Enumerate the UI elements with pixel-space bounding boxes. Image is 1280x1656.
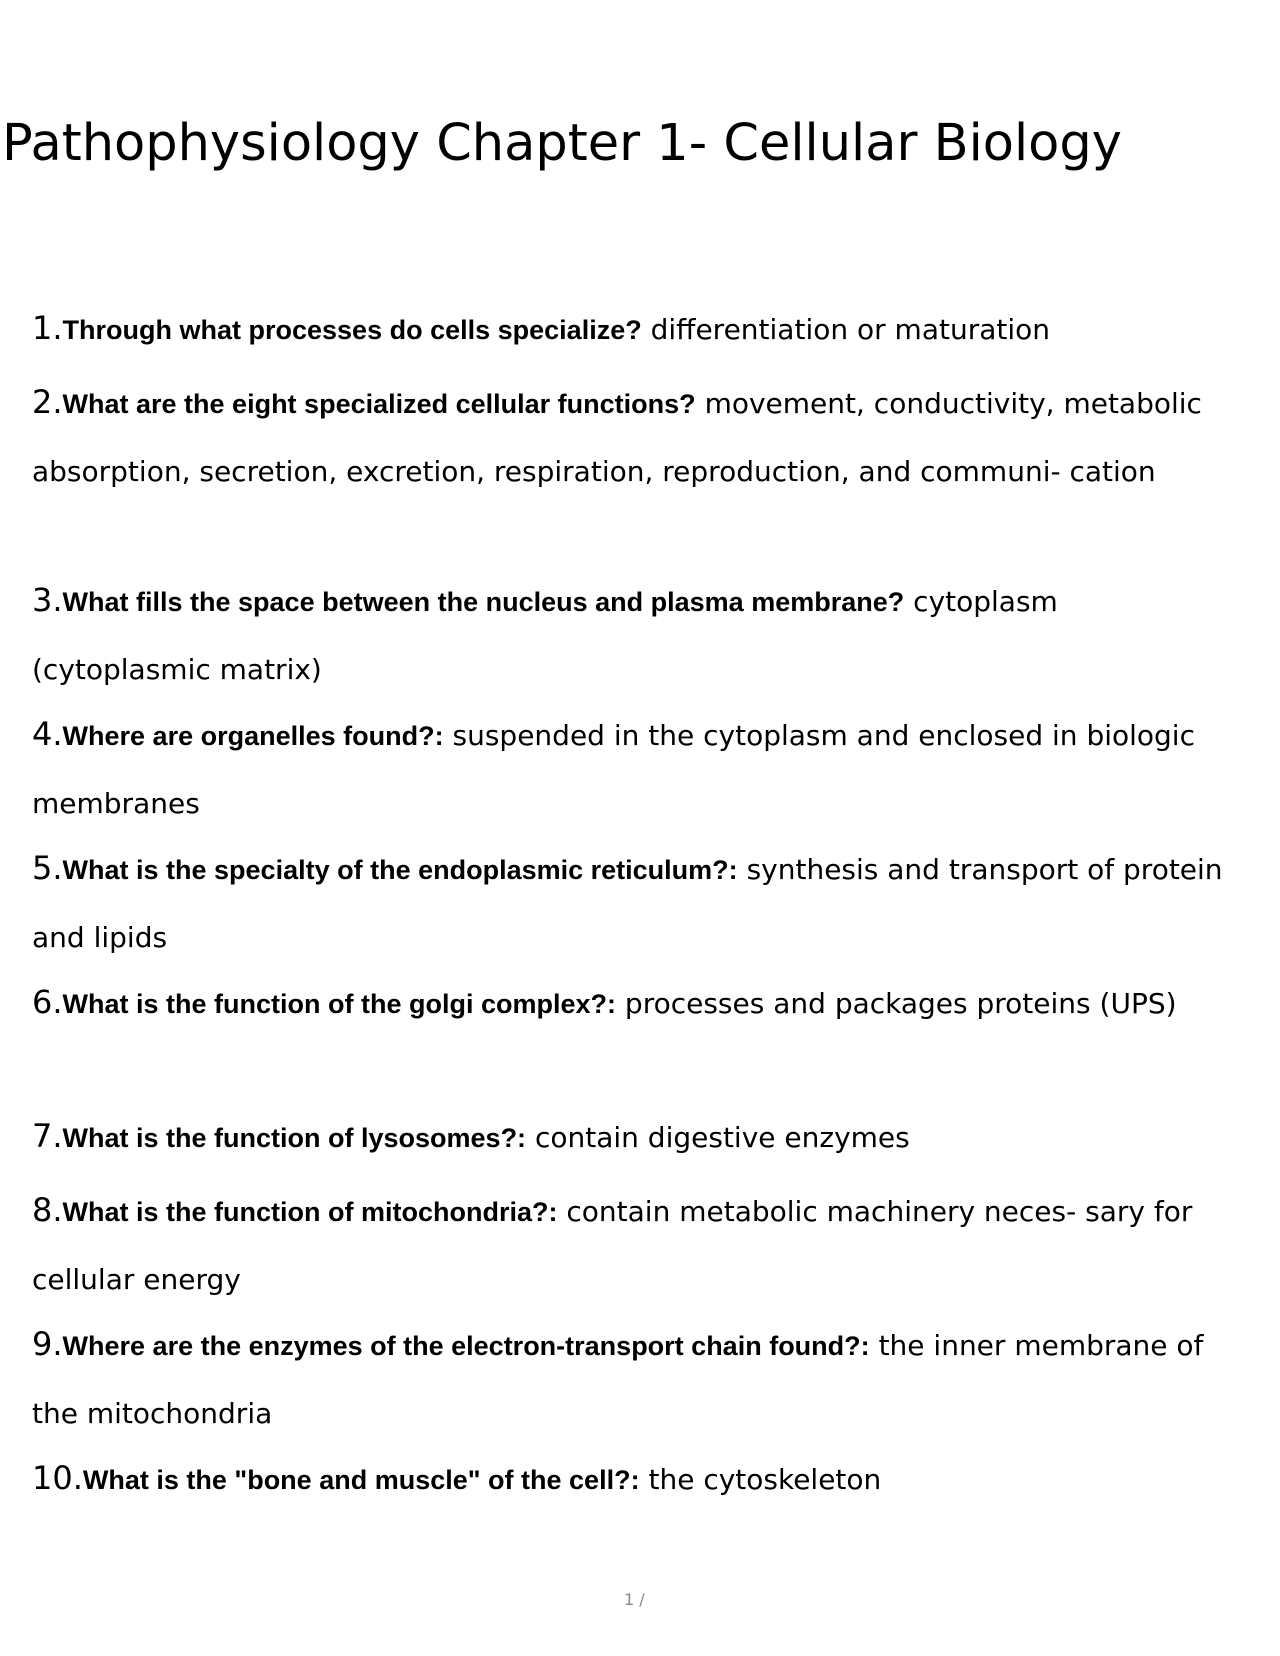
item-answer: the cytoskeleton: [648, 1463, 882, 1496]
list-item: [32, 1444, 1232, 1514]
item-answer: differentiation or maturation: [650, 313, 1051, 346]
item-answer: processes and packages proteins (UPS): [624, 987, 1177, 1020]
list-item: [32, 834, 1232, 972]
item-question: What is the function of lysosomes?:: [62, 1123, 527, 1153]
item-question: What are the eight specialized cellular functions?: [62, 389, 696, 419]
item-answer: the inner membrane of the mitochondria: [32, 1329, 1204, 1430]
item-number: 3.: [32, 581, 63, 619]
item-number: 1.: [32, 309, 63, 347]
item-question: What is the function of mitochondria?:: [62, 1197, 558, 1227]
item-number: 9.: [32, 1325, 63, 1363]
item-question: Where are organelles found?:: [62, 721, 444, 751]
item-number: 10.: [32, 1459, 83, 1497]
item-answer: contain digestive enzymes: [534, 1121, 910, 1154]
item-number: 8.: [32, 1191, 63, 1229]
item-question: Through what processes do cells specialize?: [62, 315, 642, 345]
item-number: 6.: [32, 983, 63, 1021]
list-item: [32, 294, 1232, 364]
item-number: 4.: [32, 715, 63, 753]
item-number: 2.: [32, 383, 63, 421]
item-answer: movement, conductivity, metabolic absorption, secretion, excretion, respiration, reproduction, and communi- cation: [32, 387, 1202, 488]
item-question: What is the specialty of the endoplasmic reticulum?:: [62, 855, 738, 885]
page-title: Pathophysiology Chapter 1- Cellular Biology: [2, 114, 1122, 173]
item-answer: suspended in the cytoplasm and enclosed in biologic membranes: [32, 719, 1195, 820]
item-question: What fills the space between the nucleus and plasma membrane?: [62, 587, 905, 617]
item-answer: cytoplasm (cytoplasmic matrix): [32, 585, 1058, 686]
item-number: 5.: [32, 849, 63, 887]
list-item: [32, 566, 1232, 704]
item-answer: contain metabolic machinery neces- sary for cellular energy: [32, 1195, 1193, 1296]
page-number: 1 /: [624, 1590, 645, 1609]
list-item: [32, 700, 1232, 838]
list-item: [32, 1176, 1232, 1314]
item-question: What is the "bone and muscle" of the cell?:: [82, 1465, 640, 1495]
list-item: [32, 1102, 1232, 1172]
item-question: Where are the enzymes of the electron-transport chain found?:: [62, 1331, 870, 1361]
list-item: [32, 968, 1232, 1038]
list-item: [32, 368, 1232, 506]
list-item: [32, 1310, 1232, 1448]
item-question: What is the function of the golgi complex?:: [62, 989, 617, 1019]
item-answer: synthesis and transport of protein and lipids: [32, 853, 1223, 954]
item-number: 7.: [32, 1117, 63, 1155]
